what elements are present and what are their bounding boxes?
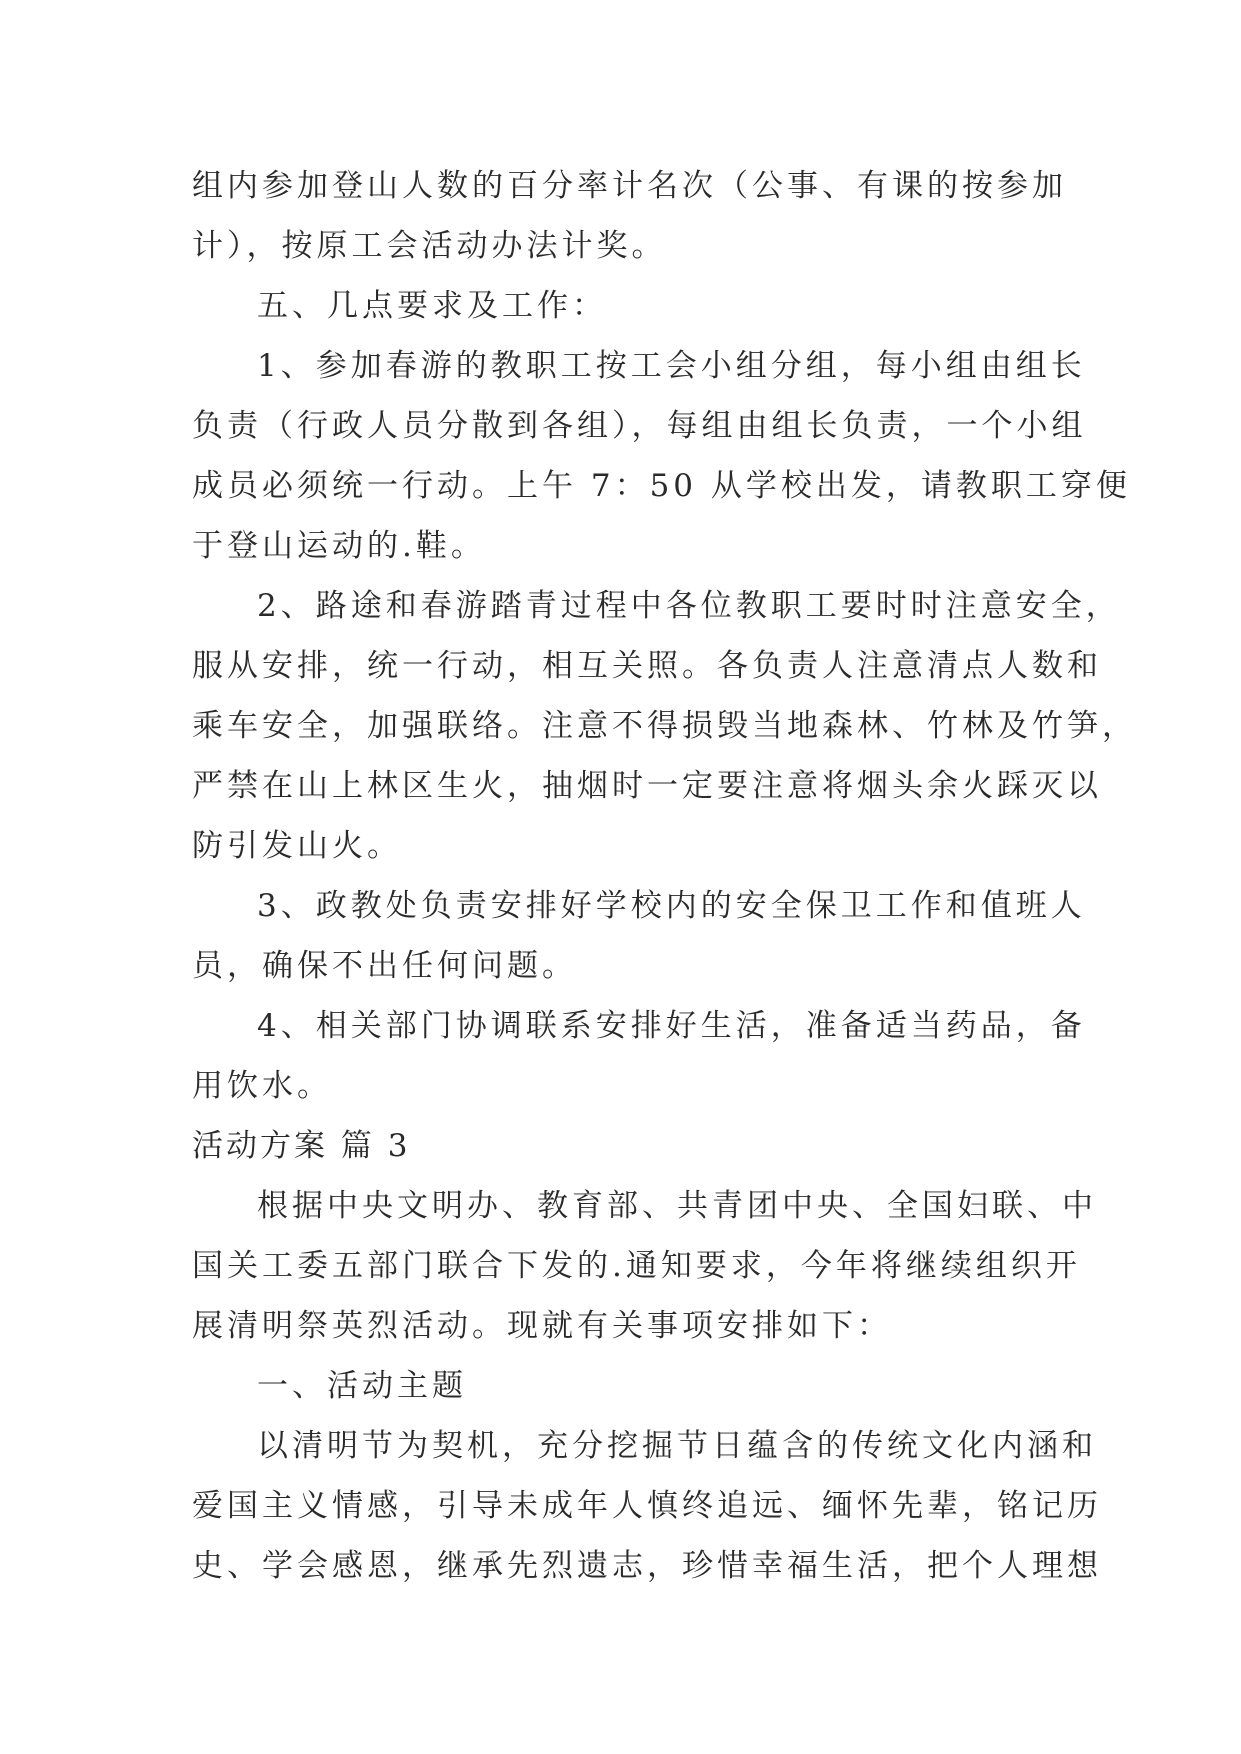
paragraph-line: 国关工委五部门联合下发的.通知要求，今年将继续组织开 — [192, 1248, 1081, 1284]
paragraph-line: 负责（行政人员分散到各组），每组由组长负责，一个小组 — [192, 408, 1087, 444]
paragraph-line: 4、相关部门协调联系安排好生活，准备适当药品，备 — [257, 1008, 1086, 1044]
paragraph-line: 严禁在山上林区生火，抽烟时一定要注意将烟头余火踩灭以 — [192, 768, 1102, 804]
paragraph-line: 2、路途和春游踏青过程中各位教职工要时时注意安全， — [257, 588, 1121, 624]
paragraph-line: 乘车安全，加强联络。注意不得损毁当地森林、竹林及竹笋， — [192, 708, 1137, 744]
section-heading: 五、几点要求及工作： — [257, 288, 607, 324]
paragraph-line: 爱国主义情感，引导未成年人慎终追远、缅怀先辈，铭记历 — [192, 1488, 1102, 1524]
paragraph-line: 服从安排，统一行动，相互关照。各负责人注意清点人数和 — [192, 648, 1102, 684]
paragraph-line: 于登山运动的.鞋。 — [192, 528, 486, 564]
section-heading: 一、活动主题 — [257, 1368, 467, 1404]
paragraph-line: 成员必须统一行动。上午 7：50 从学校出发，请教职工穿便 — [192, 468, 1131, 504]
paragraph-line: 1、参加春游的教职工按工会小组分组，每小组由组长 — [257, 348, 1086, 384]
paragraph-line: 史、学会感恩，继承先烈遗志，珍惜幸福生活，把个人理想 — [192, 1548, 1102, 1584]
paragraph-line: 3、政教处负责安排好学校内的安全保卫工作和值班人 — [257, 888, 1086, 924]
paragraph-line: 组内参加登山人数的百分率计名次（公事、有课的按参加 — [192, 168, 1067, 204]
paragraph-line: 用饮水。 — [192, 1068, 332, 1104]
document-body — [192, 156, 1137, 1596]
paragraph-line: 以清明节为契机，充分挖掘节日蕴含的传统文化内涵和 — [257, 1428, 1097, 1464]
paragraph-line: 展清明祭英烈活动。现就有关事项安排如下： — [192, 1308, 892, 1344]
paragraph-line: 员，确保不出任何问题。 — [192, 948, 577, 984]
paragraph-line: 防引发山火。 — [192, 828, 402, 864]
article-title: 活动方案 篇 3 — [192, 1128, 411, 1164]
paragraph-line: 计），按原工会活动办法计奖。 — [192, 228, 667, 264]
paragraph-line: 根据中央文明办、教育部、共青团中央、全国妇联、中 — [257, 1188, 1097, 1224]
